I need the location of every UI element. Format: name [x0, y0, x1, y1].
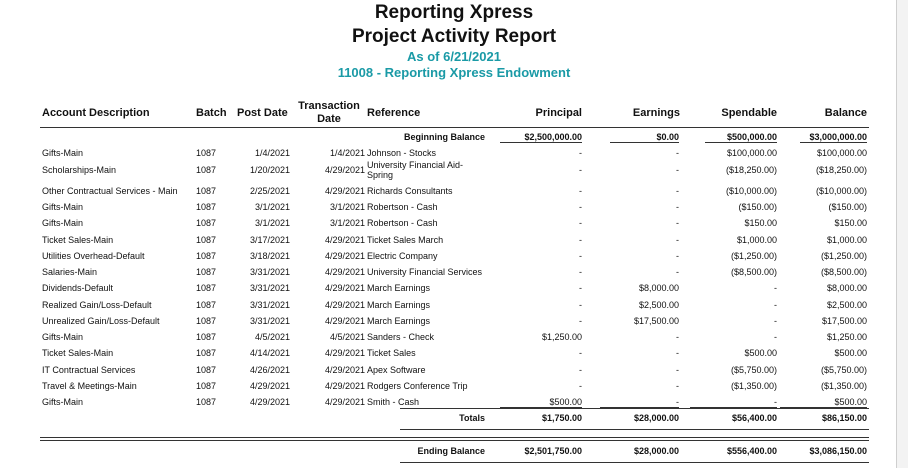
earnings-cell: - — [676, 148, 679, 158]
trans-date-cell: 4/29/2021 — [324, 251, 365, 261]
spendable-cell: ($1,250.00) — [730, 251, 777, 261]
principal-cell: - — [579, 165, 582, 175]
earnings-cell: $8,000.00 — [638, 283, 679, 293]
account-cell: Gifts-Main — [42, 397, 84, 407]
batch-cell: 1087 — [196, 202, 217, 212]
spendable-cell: - — [690, 397, 777, 408]
header-principal: Principal — [535, 107, 582, 119]
earnings-cell: - — [676, 235, 679, 245]
beginning-spendable: $500,000.00 — [705, 132, 777, 143]
trans-date-cell: 3/1/2021 — [329, 218, 365, 228]
balance-cell: $8,000.00 — [826, 283, 867, 293]
table-row — [0, 202, 896, 218]
earnings-cell: - — [676, 202, 679, 212]
spendable-cell: $100,000.00 — [726, 148, 777, 158]
balance-cell: ($10,000.00) — [815, 186, 867, 196]
balance-cell: $1,000.00 — [826, 235, 867, 245]
header-transaction-line2: Date — [317, 113, 341, 125]
spendable-cell: ($18,250.00) — [725, 165, 777, 175]
reference-cell: Smith - Cash — [367, 397, 420, 407]
beginning-principal: $2,500,000.00 — [500, 132, 582, 143]
principal-cell: - — [579, 202, 582, 212]
table-row — [0, 218, 896, 234]
earnings-cell: - — [676, 218, 679, 228]
trans-date-cell: 4/29/2021 — [324, 381, 365, 391]
earnings-cell: - — [600, 397, 679, 408]
batch-cell: 1087 — [196, 148, 217, 158]
header-transaction-date — [298, 100, 360, 126]
ending-divider-top — [40, 437, 869, 438]
balance-cell: $100,000.00 — [816, 148, 867, 158]
account-cell: Gifts-Main — [42, 202, 84, 212]
spendable-cell: ($8,500.00) — [730, 267, 777, 277]
batch-cell: 1087 — [196, 251, 217, 261]
account-cell: Realized Gain/Loss-Default — [42, 300, 152, 310]
account-cell: Ticket Sales-Main — [42, 235, 114, 245]
trans-date-cell: 4/29/2021 — [324, 316, 365, 326]
reference-cell: Ticket Sales — [367, 348, 416, 358]
principal-cell: - — [579, 251, 582, 261]
reference-cell: Electric Company — [367, 251, 438, 261]
balance-cell: ($1,350.00) — [820, 381, 867, 391]
table-row — [0, 283, 896, 299]
account-cell: IT Contractual Services — [42, 365, 136, 375]
balance-cell: ($18,250.00) — [815, 165, 867, 175]
earnings-cell: - — [676, 348, 679, 358]
trans-date-cell: 3/1/2021 — [329, 202, 365, 212]
reference-cell: March Earnings — [367, 316, 431, 326]
balance-cell: $17,500.00 — [821, 316, 867, 326]
reference-cell: Sanders - Check — [367, 332, 435, 342]
ending-earnings: $28,000.00 — [633, 446, 679, 456]
principal-cell: - — [579, 148, 582, 158]
header-account-description: Account Description — [42, 107, 150, 119]
account-cell: Scholarships-Main — [42, 165, 117, 175]
table-row — [0, 267, 896, 283]
trans-date-cell: 4/29/2021 — [324, 397, 365, 407]
earnings-cell: $2,500.00 — [638, 300, 679, 310]
spendable-cell: $1,000.00 — [736, 235, 777, 245]
balance-cell: $1,250.00 — [826, 332, 867, 342]
header-post-date: Post Date — [237, 107, 288, 119]
trans-date-cell: 4/5/2021 — [329, 332, 365, 342]
principal-cell: - — [579, 283, 582, 293]
post-date-cell: 4/29/2021 — [249, 381, 290, 391]
post-date-cell: 3/31/2021 — [249, 316, 290, 326]
reference-cell: Robertson - Cash — [367, 218, 438, 228]
trans-date-cell: 4/29/2021 — [324, 235, 365, 245]
principal-cell: - — [579, 316, 582, 326]
beginning-earnings: $0.00 — [610, 132, 679, 143]
ending-divider-bottom — [40, 440, 869, 441]
principal-cell: $1,250.00 — [541, 332, 582, 342]
table-row — [0, 365, 896, 381]
batch-cell: 1087 — [196, 381, 217, 391]
batch-cell: 1087 — [196, 186, 217, 196]
trans-date-cell: 4/29/2021 — [324, 365, 365, 375]
post-date-cell: 3/31/2021 — [249, 267, 290, 277]
totals-divider — [400, 408, 869, 409]
principal-cell: - — [579, 365, 582, 375]
batch-cell: 1087 — [196, 397, 217, 407]
batch-cell: 1087 — [196, 267, 217, 277]
reference-cell: Robertson - Cash — [367, 202, 438, 212]
table-row — [0, 381, 896, 397]
table-row — [0, 251, 896, 267]
post-date-cell: 1/20/2021 — [249, 165, 290, 175]
balance-cell: ($5,750.00) — [820, 365, 867, 375]
post-date-cell: 3/17/2021 — [249, 235, 290, 245]
reference-cell: Johnson - Stocks — [367, 148, 437, 158]
balance-cell: ($1,250.00) — [820, 251, 867, 261]
trans-date-cell: 4/29/2021 — [324, 348, 365, 358]
header-balance: Balance — [824, 107, 867, 119]
totals-spendable: $56,400.00 — [731, 413, 777, 423]
report-title: Project Activity Report — [351, 26, 557, 47]
totals-row — [0, 413, 896, 429]
post-date-cell: 4/29/2021 — [249, 397, 290, 407]
post-date-cell: 3/31/2021 — [249, 300, 290, 310]
ending-balance-label: Ending Balance — [417, 446, 485, 456]
header-transaction-line1: Transaction — [298, 100, 360, 112]
account-cell: Gifts-Main — [42, 148, 84, 158]
principal-cell: - — [579, 218, 582, 228]
ending-underline — [400, 462, 869, 463]
batch-cell: 1087 — [196, 218, 217, 228]
post-date-cell: 1/4/2021 — [254, 148, 290, 158]
spendable-cell: - — [774, 332, 777, 342]
table-row — [0, 332, 896, 348]
spendable-cell: - — [774, 316, 777, 326]
account-cell: Other Contractual Services - Main — [42, 186, 178, 196]
spendable-cell: $150.00 — [744, 218, 777, 228]
totals-underline — [400, 429, 869, 430]
reference-cell: Richards Consultants — [367, 186, 453, 196]
header-reference: Reference — [367, 107, 421, 119]
beginning-balance-label: Beginning Balance — [403, 132, 485, 142]
balance-cell: $150.00 — [834, 218, 867, 228]
post-date-cell: 4/5/2021 — [254, 332, 290, 342]
header-spendable: Spendable — [721, 107, 777, 119]
account-cell: Gifts-Main — [42, 332, 84, 342]
balance-cell: ($150.00) — [828, 202, 867, 212]
batch-cell: 1087 — [196, 300, 217, 310]
account-cell: Utilities Overhead-Default — [42, 251, 145, 261]
spendable-cell: - — [774, 283, 777, 293]
account-cell: Gifts-Main — [42, 218, 84, 228]
earnings-cell: - — [676, 186, 679, 196]
principal-cell: - — [579, 235, 582, 245]
spendable-cell: ($1,350.00) — [730, 381, 777, 391]
trans-date-cell: 4/29/2021 — [324, 267, 365, 277]
batch-cell: 1087 — [196, 365, 217, 375]
totals-principal: $1,750.00 — [541, 413, 582, 423]
spendable-cell: $500.00 — [744, 348, 777, 358]
earnings-cell: - — [676, 251, 679, 261]
reference-cell: Ticket Sales March — [367, 235, 444, 245]
balance-cell: $500.00 — [780, 397, 867, 408]
trans-date-cell: 4/29/2021 — [324, 165, 365, 175]
post-date-cell: 2/25/2021 — [249, 186, 290, 196]
principal-cell: - — [579, 381, 582, 391]
balance-cell: $2,500.00 — [826, 300, 867, 310]
principal-cell: - — [579, 300, 582, 310]
principal-cell: - — [579, 186, 582, 196]
post-date-cell: 3/18/2021 — [249, 251, 290, 261]
table-row — [0, 316, 896, 332]
trans-date-cell: 4/29/2021 — [324, 186, 365, 196]
account-cell: Unrealized Gain/Loss-Default — [42, 316, 160, 326]
account-cell: Dividends-Default — [42, 283, 114, 293]
spendable-cell: ($10,000.00) — [725, 186, 777, 196]
table-row — [0, 235, 896, 251]
batch-cell: 1087 — [196, 316, 217, 326]
reference-cell: University Financial Aid- — [367, 160, 464, 170]
totals-label: Totals — [459, 413, 485, 423]
earnings-cell: $17,500.00 — [633, 316, 679, 326]
trans-date-cell: 4/29/2021 — [324, 300, 365, 310]
batch-cell: 1087 — [196, 348, 217, 358]
account-cell: Salaries-Main — [42, 267, 98, 277]
earnings-cell: - — [676, 165, 679, 175]
spendable-cell: ($150.00) — [738, 202, 777, 212]
earnings-cell: - — [676, 381, 679, 391]
reference-cell: March Earnings — [367, 283, 431, 293]
post-date-cell: 3/31/2021 — [249, 283, 290, 293]
spendable-cell: ($5,750.00) — [730, 365, 777, 375]
as-of-date: As of 6/21/2021 — [407, 49, 501, 64]
batch-cell: 1087 — [196, 332, 217, 342]
account-cell: Travel & Meetings-Main — [42, 381, 137, 391]
totals-balance: $86,150.00 — [821, 413, 867, 423]
reference-cell-line2: Spring — [367, 170, 394, 180]
spendable-cell: - — [774, 300, 777, 310]
earnings-cell: - — [676, 267, 679, 277]
reference-cell: March Earnings — [367, 300, 431, 310]
post-date-cell: 3/1/2021 — [254, 202, 290, 212]
beginning-balance-row — [0, 132, 896, 148]
reference-cell: Apex Software — [367, 365, 426, 375]
principal-cell: - — [579, 267, 582, 277]
reference-cell: University Financial Services — [367, 267, 483, 277]
table-row — [0, 348, 896, 364]
ending-balance: $3,086,150.00 — [809, 446, 867, 456]
trans-date-cell: 4/29/2021 — [324, 283, 365, 293]
beginning-balance: $3,000,000.00 — [800, 132, 867, 143]
table-row — [0, 397, 896, 413]
account-cell: Ticket Sales-Main — [42, 348, 114, 358]
ending-principal: $2,501,750.00 — [524, 446, 582, 456]
earnings-cell: - — [676, 332, 679, 342]
balance-cell: ($8,500.00) — [820, 267, 867, 277]
ending-spendable: $556,400.00 — [726, 446, 777, 456]
table-row — [0, 300, 896, 316]
header-earnings: Earnings — [632, 107, 680, 119]
table-row — [0, 186, 896, 202]
table-row — [0, 160, 896, 180]
reference-cell: Rodgers Conference Trip — [367, 381, 468, 391]
balance-cell: $500.00 — [834, 348, 867, 358]
post-date-cell: 4/14/2021 — [249, 348, 290, 358]
principal-cell: $500.00 — [500, 397, 582, 408]
header-batch: Batch — [196, 107, 227, 119]
ending-balance-row — [0, 446, 896, 462]
earnings-cell: - — [676, 365, 679, 375]
batch-cell: 1087 — [196, 235, 217, 245]
company-name: Reporting Xpress — [374, 2, 534, 23]
header-divider — [40, 127, 869, 128]
batch-cell: 1087 — [196, 165, 217, 175]
totals-earnings: $28,000.00 — [633, 413, 679, 423]
post-date-cell: 3/1/2021 — [254, 218, 290, 228]
trans-date-cell: 1/4/2021 — [329, 148, 365, 158]
principal-cell: - — [579, 348, 582, 358]
batch-cell: 1087 — [196, 283, 217, 293]
project-name: 11008 - Reporting Xpress Endowment — [337, 65, 571, 80]
window-edge — [896, 0, 908, 468]
post-date-cell: 4/26/2021 — [249, 365, 290, 375]
